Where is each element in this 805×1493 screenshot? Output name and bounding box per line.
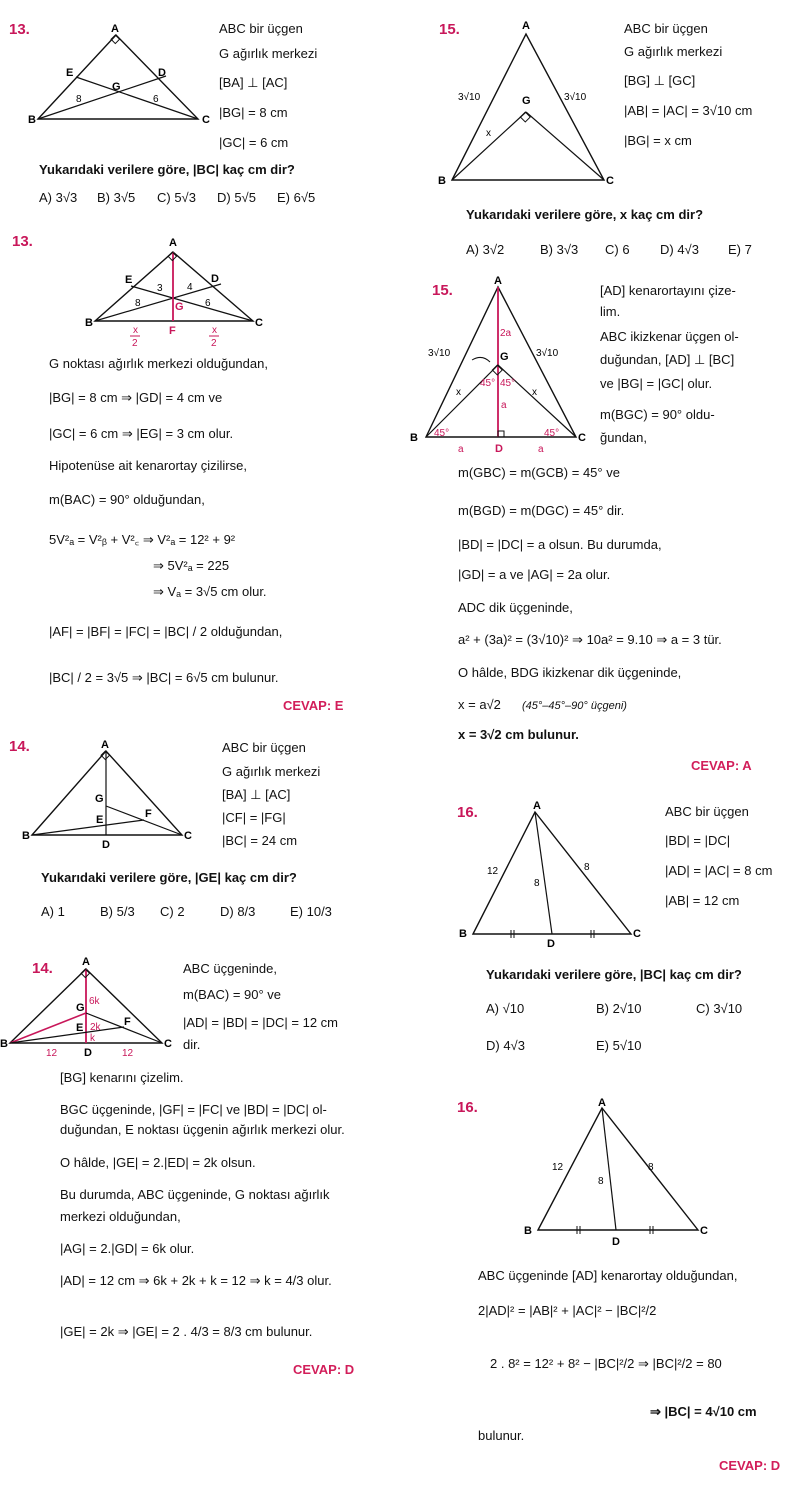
q13-given-3: [BA] ⊥ [AC] xyxy=(219,75,288,90)
s14-line-1: [BG] kenarını çizelim. xyxy=(60,1070,184,1085)
svg-text:3√10: 3√10 xyxy=(428,348,451,359)
svg-text:B: B xyxy=(22,830,30,842)
s15-line-8: x = a√2 xyxy=(458,697,501,712)
q14-given-1: ABC bir üçgen xyxy=(222,740,306,755)
s13-line-5: m(BAC) = 90° olduğundan, xyxy=(49,492,205,507)
svg-text:D: D xyxy=(211,273,219,285)
s15-line-7: O hâlde, BDG ikizkenar dik üçgeninde, xyxy=(458,665,682,680)
s14-given-1: ABC üçgeninde, xyxy=(183,961,277,976)
svg-text:2k: 2k xyxy=(90,1022,101,1033)
svg-text:12: 12 xyxy=(122,1048,134,1059)
svg-text:6k: 6k xyxy=(89,996,100,1007)
svg-text:8: 8 xyxy=(648,1162,654,1173)
s14-line-7: |AG| = 2.|GD| = 6k olur. xyxy=(60,1241,195,1256)
svg-text:12: 12 xyxy=(487,866,499,877)
svg-text:C: C xyxy=(184,830,192,842)
question-16-number: 16. xyxy=(457,804,478,821)
s16-answer: CEVAP: D xyxy=(719,1458,781,1473)
s13-line-10: |BC| / 2 = 3√5 ⇒ |BC| = 6√5 cm bulunur. xyxy=(49,670,279,685)
q15-option-c[interactable]: C) 6 xyxy=(605,242,630,257)
figure-15-question xyxy=(432,18,622,190)
s15-side-4: duğundan, [AD] ⊥ [BC] xyxy=(600,352,735,367)
svg-text:G: G xyxy=(76,1002,85,1014)
svg-text:F: F xyxy=(145,808,152,820)
q15-given-4: |AB| = |AC| = 3√10 cm xyxy=(624,103,753,118)
s14-given-4: dir. xyxy=(183,1037,201,1052)
q14-option-a[interactable]: A) 1 xyxy=(41,904,65,919)
svg-text:x: x xyxy=(456,387,461,398)
svg-text:x: x xyxy=(486,128,491,139)
q14-option-d[interactable]: D) 8/3 xyxy=(220,904,256,919)
question-15-number: 15. xyxy=(439,21,460,38)
figure-14-solution xyxy=(0,955,180,1065)
svg-text:2: 2 xyxy=(132,338,138,349)
svg-text:a: a xyxy=(538,444,544,455)
svg-text:45°: 45° xyxy=(434,428,450,439)
q14-option-c[interactable]: C) 2 xyxy=(160,904,185,919)
svg-text:B: B xyxy=(524,1225,532,1237)
svg-text:a: a xyxy=(501,400,507,411)
q16-option-a[interactable]: A) √10 xyxy=(486,1001,525,1016)
q15-option-e[interactable]: E) 7 xyxy=(728,242,752,257)
s13-line-1: G noktası ağırlık merkezi olduğundan, xyxy=(49,356,268,371)
q13-option-a[interactable]: A) 3√3 xyxy=(39,190,78,205)
svg-text:B: B xyxy=(0,1038,8,1050)
figure-14-question xyxy=(20,738,220,848)
s16-line-3: 2 . 8² = 12² + 8² − |BC|²/2 ⇒ |BC|²/2 = 80 xyxy=(490,1356,722,1371)
s14-line-2: BGC üçgeninde, |GF| = |FC| ve |BD| = |DC| ol- xyxy=(60,1102,327,1117)
svg-text:A: A xyxy=(522,20,530,32)
q13-given-5: |GC| = 6 cm xyxy=(219,135,289,150)
s15-line-5: ADC dik üçgeninde, xyxy=(458,600,573,615)
s14-line-9: |GE| = 2k ⇒ |GE| = 2 . 4/3 = 8/3 cm bulunur. xyxy=(60,1324,313,1339)
svg-text:8: 8 xyxy=(135,298,141,309)
svg-text:A: A xyxy=(533,800,541,812)
svg-text:A: A xyxy=(111,23,119,35)
s16-line-5: bulunur. xyxy=(478,1428,525,1443)
q16-given-3: |AD| = |AC| = 8 cm xyxy=(665,863,773,878)
q16-option-e[interactable]: E) 5√10 xyxy=(596,1038,642,1053)
svg-text:B: B xyxy=(85,317,93,329)
svg-text:A: A xyxy=(494,275,502,287)
q16-option-d[interactable]: D) 4√3 xyxy=(486,1038,525,1053)
svg-text:45°: 45° xyxy=(480,378,496,389)
question-14-number: 14. xyxy=(9,738,30,755)
svg-text:D: D xyxy=(547,938,555,950)
q14-question: Yukarıdaki verilere göre, |GE| kaç cm dir? xyxy=(41,870,297,885)
s15-side-7: ğundan, xyxy=(600,430,647,445)
s15-line-2: m(BGD) = m(DGC) = 45° dir. xyxy=(458,503,625,518)
s13-answer: CEVAP: E xyxy=(283,698,344,713)
svg-text:D: D xyxy=(495,443,503,455)
s13-line-6: 5V²ₐ = V²ᵦ + V²꜀ ⇒ V²ₐ = 12² + 9² xyxy=(49,532,236,547)
svg-text:G: G xyxy=(175,301,184,313)
figure-13-question xyxy=(28,22,218,130)
svg-text:B: B xyxy=(410,432,418,444)
q16-given-2: |BD| = |DC| xyxy=(665,833,731,848)
s14-line-5: Bu durumda, ABC üçgeninde, G noktası ağırlık xyxy=(60,1187,330,1202)
q14-given-5: |BC| = 24 cm xyxy=(222,833,298,848)
svg-text:E: E xyxy=(125,274,133,286)
q15-given-3: [BG] ⊥ [GC] xyxy=(624,73,696,88)
svg-text:A: A xyxy=(598,1097,606,1109)
svg-text:D: D xyxy=(158,67,166,79)
s15-line-10: x = 3√2 cm bulunur. xyxy=(458,727,579,742)
solution-13-number: 13. xyxy=(12,233,33,250)
s15-side-6: m(BGC) = 90° oldu- xyxy=(600,407,715,422)
svg-text:F: F xyxy=(124,1016,131,1028)
q13-option-b[interactable]: B) 3√5 xyxy=(97,190,136,205)
svg-text:G: G xyxy=(522,95,531,107)
q16-given-4: |AB| = 12 cm xyxy=(665,893,740,908)
s15-side-3: ABC ikizkenar üçgen ol- xyxy=(600,329,739,344)
svg-text:C: C xyxy=(606,175,614,187)
s15-side-2: lim. xyxy=(600,304,621,319)
s14-line-6: merkezi olduğundan, xyxy=(60,1209,181,1224)
q15-option-b[interactable]: B) 3√3 xyxy=(540,242,579,257)
s16-line-1: ABC üçgeninde [AD] kenarortay olduğundan, xyxy=(478,1268,738,1283)
q15-given-5: |BG| = x cm xyxy=(624,133,692,148)
svg-text:D: D xyxy=(612,1236,620,1248)
svg-text:12: 12 xyxy=(46,1048,58,1059)
svg-text:3: 3 xyxy=(157,283,163,294)
s13-line-2: |BG| = 8 cm ⇒ |GD| = 4 cm ve xyxy=(49,390,223,405)
s14-answer: CEVAP: D xyxy=(293,1362,355,1377)
svg-text:6: 6 xyxy=(205,298,211,309)
svg-text:C: C xyxy=(578,432,586,444)
q13-question: Yukarıdaki verilere göre, |BC| kaç cm dir? xyxy=(39,162,295,177)
svg-text:G: G xyxy=(112,81,121,93)
s15-side-1: [AD] kenarortayını çize- xyxy=(600,283,736,298)
q14-option-e[interactable]: E) 10/3 xyxy=(290,904,332,919)
svg-text:45°: 45° xyxy=(500,378,516,389)
svg-text:x: x xyxy=(212,325,217,336)
s14-given-2: m(BAC) = 90° ve xyxy=(183,987,282,1002)
q16-option-b[interactable]: B) 2√10 xyxy=(596,1001,642,1016)
svg-text:B: B xyxy=(459,928,467,940)
s13-line-3: |GC| = 6 cm ⇒ |EG| = 3 cm olur. xyxy=(49,426,234,441)
svg-text:x: x xyxy=(532,387,537,398)
q16-option-c[interactable]: C) 3√10 xyxy=(696,1001,743,1016)
s15-side-5: ve |BG| = |GC| olur. xyxy=(600,376,713,391)
q15-given-1: ABC bir üçgen xyxy=(624,21,708,36)
svg-text:4: 4 xyxy=(187,282,193,293)
s15-line-9: (45°–45°–90° üçgeni) xyxy=(522,700,627,712)
q14-given-4: |CF| = |FG| xyxy=(222,810,286,825)
svg-text:6: 6 xyxy=(153,94,159,105)
svg-text:D: D xyxy=(102,839,110,848)
q15-given-2: G ağırlık merkezi xyxy=(624,44,723,59)
s13-line-9: |AF| = |BF| = |FC| = |BC| / 2 olduğundan, xyxy=(49,624,283,639)
svg-text:A: A xyxy=(101,739,109,751)
figure-15-solution xyxy=(410,274,598,456)
q15-option-a[interactable]: A) 3√2 xyxy=(466,242,505,257)
figure-13-solution xyxy=(85,234,265,352)
q13-option-e[interactable]: E) 6√5 xyxy=(277,190,316,205)
svg-text:3√10: 3√10 xyxy=(458,92,481,103)
solution-14-number: 14. xyxy=(32,960,53,977)
s14-line-4: O hâlde, |GE| = 2.|ED| = 2k olsun. xyxy=(60,1155,256,1170)
q14-given-2: G ağırlık merkezi xyxy=(222,764,321,779)
svg-text:x: x xyxy=(133,325,138,336)
svg-text:D: D xyxy=(84,1047,92,1059)
q14-given-3: [BA] ⊥ [AC] xyxy=(222,787,291,802)
s16-line-2: 2|AD|² = |AB|² + |AC|² − |BC|²/2 xyxy=(478,1303,657,1318)
svg-text:8: 8 xyxy=(76,94,82,105)
svg-text:A: A xyxy=(169,237,177,249)
s14-line-3: duğundan, E noktası üçgenin ağırlık merkezi olur. xyxy=(60,1122,345,1137)
solution-16-number: 16. xyxy=(457,1099,478,1116)
svg-text:C: C xyxy=(202,114,210,126)
svg-text:k: k xyxy=(90,1033,95,1044)
s15-line-3: |BD| = |DC| = a olsun. Bu durumda, xyxy=(458,537,662,552)
svg-text:G: G xyxy=(500,351,509,363)
svg-text:a: a xyxy=(458,444,464,455)
s15-answer: CEVAP: A xyxy=(691,758,752,773)
svg-text:8: 8 xyxy=(598,1176,604,1187)
svg-text:F: F xyxy=(169,325,176,337)
svg-text:2a: 2a xyxy=(500,328,512,339)
svg-text:E: E xyxy=(66,67,74,79)
question-13-number: 13. xyxy=(9,21,30,38)
s14-line-8: |AD| = 12 cm ⇒ 6k + 2k + k = 12 ⇒ k = 4/3 olur. xyxy=(60,1273,332,1288)
q13-option-c[interactable]: C) 5√3 xyxy=(157,190,196,205)
svg-text:C: C xyxy=(700,1225,708,1237)
svg-text:G: G xyxy=(95,793,104,805)
svg-text:2: 2 xyxy=(211,338,217,349)
s13-line-4: Hipotenüse ait kenarortay çizilirse, xyxy=(49,458,247,473)
svg-text:B: B xyxy=(438,175,446,187)
s13-line-7: ⇒ 5V²ₐ = 225 xyxy=(153,558,230,573)
q13-given-1: ABC bir üçgen xyxy=(219,21,303,36)
q16-question: Yukarıdaki verilere göre, |BC| kaç cm dir? xyxy=(486,967,742,982)
q13-given-4: |BG| = 8 cm xyxy=(219,105,288,120)
svg-text:3√10: 3√10 xyxy=(536,348,559,359)
s13-line-8: ⇒ Vₐ = 3√5 cm olur. xyxy=(153,584,267,599)
q16-given-1: ABC bir üçgen xyxy=(665,804,749,819)
svg-text:12: 12 xyxy=(552,1162,564,1173)
q15-question: Yukarıdaki verilere göre, x kaç cm dir? xyxy=(466,207,704,222)
figure-16-solution xyxy=(520,1094,720,1252)
s15-line-1: m(GBC) = m(GCB) = 45° ve xyxy=(458,465,620,480)
q15-option-d[interactable]: D) 4√3 xyxy=(660,242,699,257)
svg-text:45°: 45° xyxy=(544,428,560,439)
svg-text:B: B xyxy=(28,114,36,126)
solution-15-number: 15. xyxy=(432,282,453,299)
svg-text:A: A xyxy=(82,956,90,968)
s15-line-4: |GD| = a ve |AG| = 2a olur. xyxy=(458,567,611,582)
q13-given-2: G ağırlık merkezi xyxy=(219,46,318,61)
s14-given-3: |AD| = |BD| = |DC| = 12 cm xyxy=(183,1015,339,1030)
figure-16-question xyxy=(455,798,655,950)
svg-text:E: E xyxy=(96,814,104,826)
svg-text:C: C xyxy=(633,928,641,940)
q13-option-d[interactable]: D) 5√5 xyxy=(217,190,256,205)
svg-text:E: E xyxy=(76,1022,84,1034)
svg-text:C: C xyxy=(164,1038,172,1050)
s16-line-4: ⇒ |BC| = 4√10 cm xyxy=(650,1404,757,1419)
q14-option-b[interactable]: B) 5/3 xyxy=(100,904,135,919)
svg-text:C: C xyxy=(255,317,263,329)
s15-line-6: a² + (3a)² = (3√10)² ⇒ 10a² = 9.10 ⇒ a = 3 tür. xyxy=(458,632,722,647)
svg-text:8: 8 xyxy=(584,862,590,873)
svg-text:3√10: 3√10 xyxy=(564,92,587,103)
svg-text:8: 8 xyxy=(534,878,540,889)
